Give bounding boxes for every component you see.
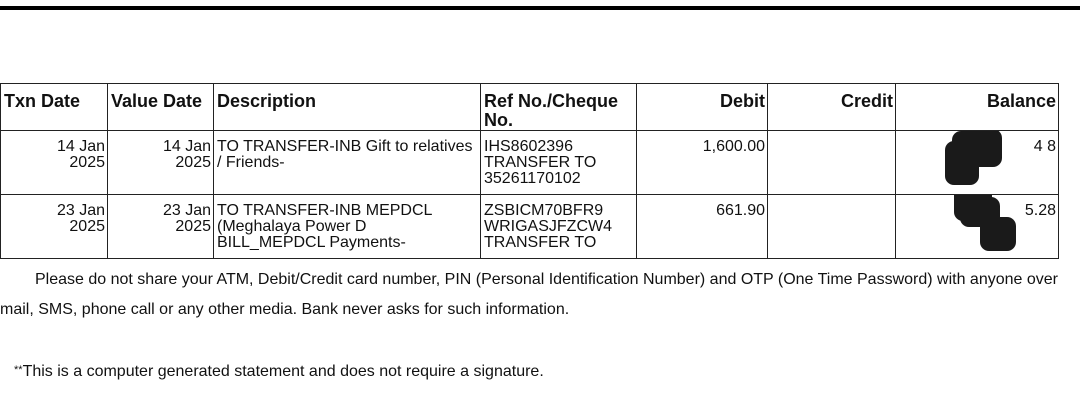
col-header-ref-no: Ref No./Cheque No. [481, 84, 637, 131]
col-header-value-date: Value Date [108, 84, 214, 131]
description: TO TRANSFER-INB MEPDCL (Meghalaya Power D BILL_MEPDCL Payments- [217, 203, 432, 251]
col-header-credit: Credit [768, 84, 896, 131]
col-header-debit: Debit [637, 84, 768, 131]
txn-date: 14 Jan 2025 [56, 138, 105, 171]
debit-amount: 1,600.00 [702, 138, 765, 155]
txn-date: 23 Jan 2025 [56, 202, 105, 235]
txn-date-cell [1, 131, 108, 195]
table-row [1, 195, 1059, 259]
description-cell [214, 195, 481, 259]
footer-note [14, 360, 544, 382]
ref-no: IHS8602396 TRANSFER TO 35261170102 [484, 138, 597, 187]
redaction-block [960, 197, 1000, 227]
ref-no-cell [481, 131, 637, 195]
description-cell [214, 131, 481, 195]
debit-cell [637, 131, 768, 195]
table-header-row [1, 84, 1059, 131]
transactions-table [0, 83, 1059, 259]
description: TO TRANSFER-INB Gift to relatives / Friends- [217, 138, 473, 171]
ref-no-cell [481, 195, 637, 259]
balance-amount: 5.28 [1024, 202, 1056, 219]
ref-no: ZSBICM70BFR9 WRIGASJFZCW4 TRANSFER TO [484, 202, 612, 251]
value-date-cell [108, 131, 214, 195]
txn-date-cell [1, 195, 108, 259]
debit-amount: 661.90 [716, 202, 765, 219]
credit-cell [768, 131, 896, 195]
credit-cell [768, 195, 896, 259]
security-notice: Please do not share your ATM, Debit/Credit card number, PIN (Personal Identification Number) and OTP (One Time Password) with anyone over mail, SMS, phone call or any other media. Bank never asks for such information. [0, 271, 1058, 318]
table-row [1, 131, 1059, 195]
balance-cell [896, 131, 1059, 195]
balance-amount: 4 8 [1033, 138, 1056, 155]
col-header-description: Description [214, 84, 481, 131]
value-date: 23 Jan 2025 [162, 202, 211, 235]
col-header-txn-date: Txn Date [1, 84, 108, 131]
col-header-balance: Balance [896, 84, 1059, 131]
footer-text: This is a computer generated statement and does not require a signature. [22, 363, 544, 380]
redaction-block [952, 131, 992, 167]
balance-cell [896, 195, 1059, 259]
debit-cell [637, 195, 768, 259]
top-rule [0, 6, 1080, 10]
value-date-cell [108, 195, 214, 259]
footer-asterisks: ** [14, 364, 23, 376]
value-date: 14 Jan 2025 [162, 138, 211, 171]
